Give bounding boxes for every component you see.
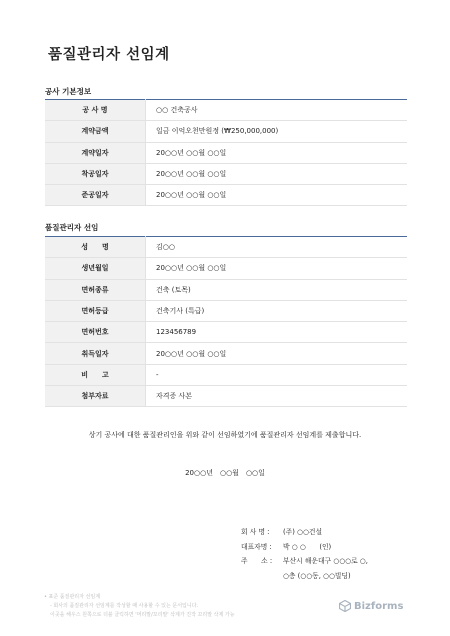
section-title-basic-info: 공사 기본정보 bbox=[45, 87, 92, 96]
table-row bbox=[45, 100, 407, 121]
row-label: 공 사 명 bbox=[45, 100, 146, 121]
row-label: 면허종류 bbox=[45, 279, 146, 300]
row-value: 20○○년 ○○월 ○○일 bbox=[146, 163, 408, 184]
address-row-2 bbox=[241, 569, 368, 584]
submission-date: 20○○년 ○○월 ○○일 bbox=[185, 469, 265, 477]
basic-info-table bbox=[45, 99, 407, 206]
row-value: 20○○년 ○○월 ○○일 bbox=[146, 185, 408, 206]
representative-value: 박 ○ ○ (인) bbox=[283, 542, 332, 551]
table-row bbox=[45, 237, 407, 258]
table-row bbox=[45, 322, 407, 343]
table-row bbox=[45, 163, 407, 184]
bizforms-logo bbox=[339, 600, 403, 612]
section-title-quality-manager: 품질관리자 선임 bbox=[45, 223, 99, 232]
brand-name: Bizforms bbox=[354, 600, 404, 612]
footer-line-3: 이곳을 해우스 원쪽으로 더블 클릭하면 '머리말/꼬리말' 삭제가 진작 꼬리말 삭제 가능 bbox=[50, 612, 235, 618]
row-label: 면허번호 bbox=[45, 322, 146, 343]
table-row bbox=[45, 279, 407, 300]
company-name-label: 회 사 명 : bbox=[241, 528, 270, 536]
row-label: 준공일자 bbox=[45, 185, 146, 206]
company-name-value: (주) ○○건설 bbox=[283, 528, 323, 536]
row-label: 생년월일 bbox=[45, 258, 146, 279]
address-label: 주 소 : bbox=[241, 557, 273, 565]
row-value: 김○○ bbox=[146, 237, 408, 258]
row-label: 취득일자 bbox=[45, 343, 146, 364]
row-label: 계약금액 bbox=[45, 121, 146, 142]
address-line-2: ○층 (○○동, ○○빌딩) bbox=[283, 571, 351, 580]
representative-row bbox=[241, 540, 368, 555]
submission-statement: 상기 공사에 대한 품질관리인을 위와 같이 선임하였기에 품질관리자 선임계를 제출합니다. bbox=[88, 431, 362, 439]
row-label: 계약일자 bbox=[45, 142, 146, 163]
table-row bbox=[45, 121, 407, 142]
row-label: 면허등급 bbox=[45, 300, 146, 321]
address-row bbox=[241, 554, 368, 569]
bizforms-cube-icon bbox=[339, 600, 351, 612]
table-row bbox=[45, 364, 407, 385]
page-title: 품질관리자 선임계 bbox=[48, 47, 170, 63]
table-row bbox=[45, 142, 407, 163]
row-value: 건축 (토목) bbox=[146, 279, 408, 300]
row-value: 일금 이억오천만원정 (₩250,000,000) bbox=[146, 121, 408, 142]
row-value: 123456789 bbox=[146, 322, 408, 343]
footer-note bbox=[44, 593, 235, 620]
row-value: 20○○년 ○○월 ○○일 bbox=[146, 142, 408, 163]
representative-label: 대표자명 : bbox=[241, 542, 272, 551]
row-value: 20○○년 ○○월 ○○일 bbox=[146, 343, 408, 364]
table-row bbox=[45, 386, 407, 407]
table-row bbox=[45, 343, 407, 364]
quality-manager-table bbox=[45, 236, 407, 407]
company-info bbox=[241, 525, 368, 583]
footer-line-2: - 회사의 품질관리자 선임계를 작성할 때 사용할 수 있는 문서입니다. bbox=[50, 603, 199, 609]
row-value: 20○○년 ○○월 ○○일 bbox=[146, 258, 408, 279]
address-line-1: 부산시 해운대구 ○○○로 ○, bbox=[283, 557, 368, 565]
row-value: ○○ 건축공사 bbox=[146, 100, 408, 121]
row-label: 성 명 bbox=[45, 237, 146, 258]
table-row bbox=[45, 258, 407, 279]
row-value: 자격증 사본 bbox=[146, 386, 408, 407]
table-row bbox=[45, 185, 407, 206]
row-label: 첨부자료 bbox=[45, 386, 146, 407]
row-value: - bbox=[146, 364, 408, 385]
row-label: 착공일자 bbox=[45, 163, 146, 184]
row-value: 건축기사 (특급) bbox=[146, 300, 408, 321]
company-name-row bbox=[241, 525, 368, 540]
footer-line-1: • 표준 품질관리자 선임계 bbox=[44, 594, 101, 600]
table-row bbox=[45, 300, 407, 321]
row-label: 비 고 bbox=[45, 364, 146, 385]
